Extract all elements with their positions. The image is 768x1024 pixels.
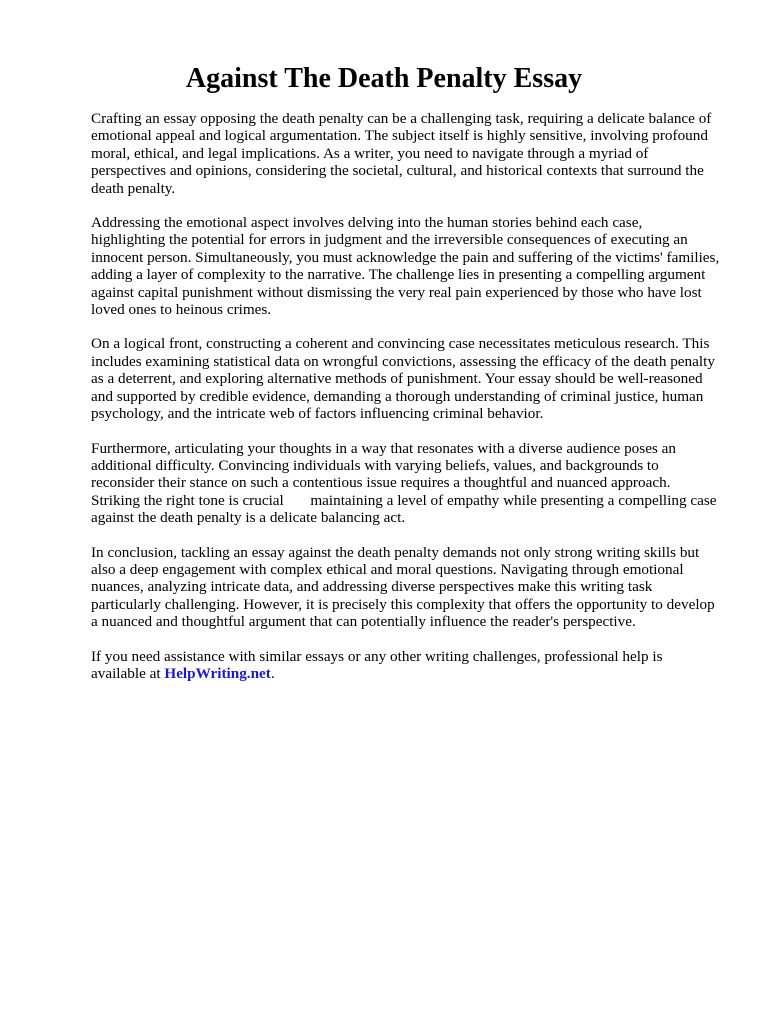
paragraph-conclusion: In conclusion, tackling an essay against the death penalty demands not only strong writing skills but also a deep engagement with complex ethical and moral questions. Navigating through emotional nuances, analyzing intricate data, and addressing diverse perspectives make this writing task particularly challenging. However, it is precisely this complexity that offers the opportunity to develop a nuanced and thoughtful argument that can potentially influence the reader's perspective. [91,543,715,631]
paragraph-intro: Crafting an essay opposing the death penalty can be a challenging task, requiring a delicate balance of emotional appeal and logical argumentation. The subject itself is highly sensitive, involving profound moral, ethical, and legal implications. As a writer, you need to navigate through a myriad of perspectives and opinions, considering the societal, cultural, and historical contexts that surround the death penalty. [91,110,712,197]
paragraph-audience: Furthermore, articulating your thoughts in a way that resonates with a diverse audience poses an additional difficulty. Convincing individuals with varying beliefs, values, and backgrounds to reconsider their stance on such a contentious issue requires a thoughtful and nuanced approach. Striking the right tone is crucial maintaining a level of empathy while presenting a compelling case against the death penalty is a delicate balancing act. [91,439,717,527]
closing-text: If you need assistance with similar essays or any other writing challenges, professional help is available at [91,647,663,682]
document-title: Against The Death Penalty Essay [185,63,583,94]
paragraph-closing [91,648,720,683]
closing-period: . [270,664,275,682]
paragraph-emotional: Addressing the emotional aspect involves delving into the human stories behind each case, highlighting the potential for errors in judgment and the irreversible consequences of executing an innocent person. Simultaneously, you must acknowledge the pain and suffering of the victims' families, adding a layer of complexity to the narrative. The challenge lies in presenting a compelling argument against capital punishment without dismissing the very real pain experienced by those who have lost loved ones to heinous crimes. [91,214,720,319]
helpwriting-link[interactable]: HelpWriting.net [164,664,271,682]
paragraph-logical: On a logical front, constructing a coherent and convincing case necessitates meticulous research. This includes examining statistical data on wrongful convictions, assessing the efficacy of the death penalty as a deterrent, and exploring alternative methods of punishment. Your essay should be well-reasoned and supported by credible evidence, demanding a thorough understanding of criminal justice, human psychology, and the intricate web of factors influencing criminal behavior. [91,335,715,423]
